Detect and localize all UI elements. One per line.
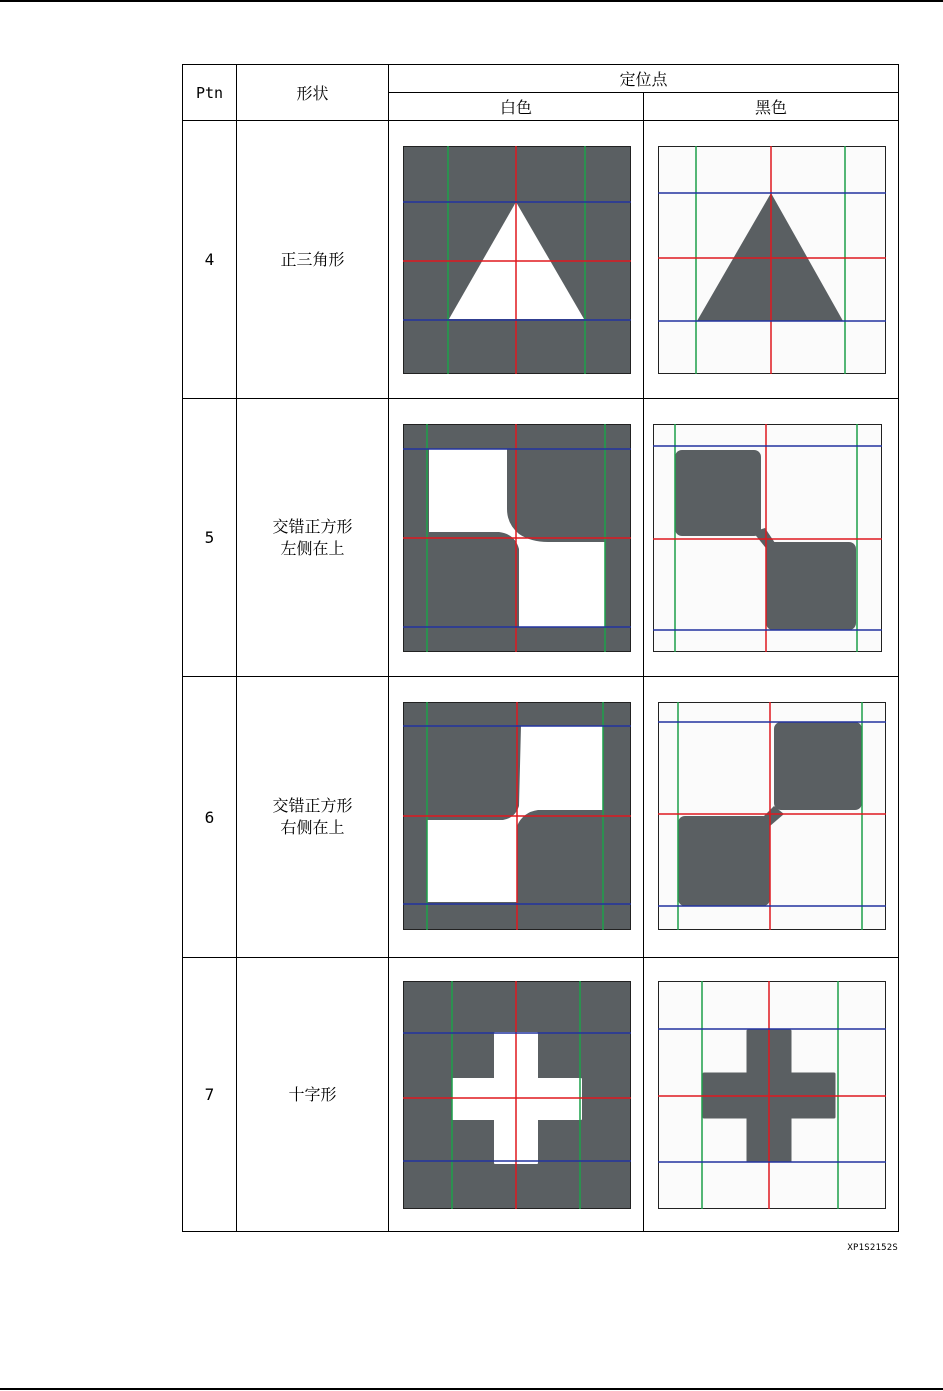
header-locator: 定位点 xyxy=(389,65,899,93)
shape-cell xyxy=(237,121,389,399)
white-locator-cell xyxy=(389,958,644,1232)
table-row xyxy=(183,399,899,677)
locator-pattern-table xyxy=(182,64,899,1232)
ptn-cell: 5 xyxy=(183,399,237,677)
table-row xyxy=(183,677,899,958)
ptn-cell: 6 xyxy=(183,677,237,958)
header-ptn: Ptn xyxy=(183,65,237,121)
header-white: 白色 xyxy=(389,93,644,121)
black-locator-cell xyxy=(644,399,899,677)
shape-name-line: 左侧在上 xyxy=(280,538,345,558)
white-locator-cell xyxy=(389,399,644,677)
table-row xyxy=(183,958,899,1232)
black-locator-cell xyxy=(644,958,899,1232)
top-rule xyxy=(0,0,943,2)
shape-cell xyxy=(237,677,389,958)
staggered-left-white-image xyxy=(403,424,631,652)
shape-name-line: 交错正方形 xyxy=(272,516,353,536)
black-locator-cell xyxy=(644,121,899,399)
cross-black-image xyxy=(658,981,886,1209)
bottom-rule xyxy=(0,1388,943,1390)
shape-name-line: 十字形 xyxy=(288,1084,337,1104)
ptn-cell: 7 xyxy=(183,958,237,1232)
table-row xyxy=(183,121,899,399)
white-locator-cell xyxy=(389,121,644,399)
shape-name-line: 交错正方形 xyxy=(272,796,353,815)
shape-cell xyxy=(237,399,389,677)
staggered-right-white-image xyxy=(403,702,631,930)
triangle-black-image xyxy=(658,146,886,374)
ptn-cell: 4 xyxy=(183,121,237,399)
staggered-left-black-image xyxy=(653,424,882,652)
shape-cell xyxy=(237,958,389,1232)
staggered-right-black-image xyxy=(658,702,886,930)
cross-white-image xyxy=(403,981,631,1209)
shape-name-line: 右侧在上 xyxy=(280,818,345,837)
triangle-white-image xyxy=(403,146,631,374)
white-locator-cell xyxy=(389,677,644,958)
header-shape: 形状 xyxy=(237,65,389,121)
header-black: 黑色 xyxy=(644,93,899,121)
black-locator-cell xyxy=(644,677,899,958)
figure-code: XP1S2152S xyxy=(847,1243,898,1253)
shape-name-line: 正三角形 xyxy=(280,249,345,269)
